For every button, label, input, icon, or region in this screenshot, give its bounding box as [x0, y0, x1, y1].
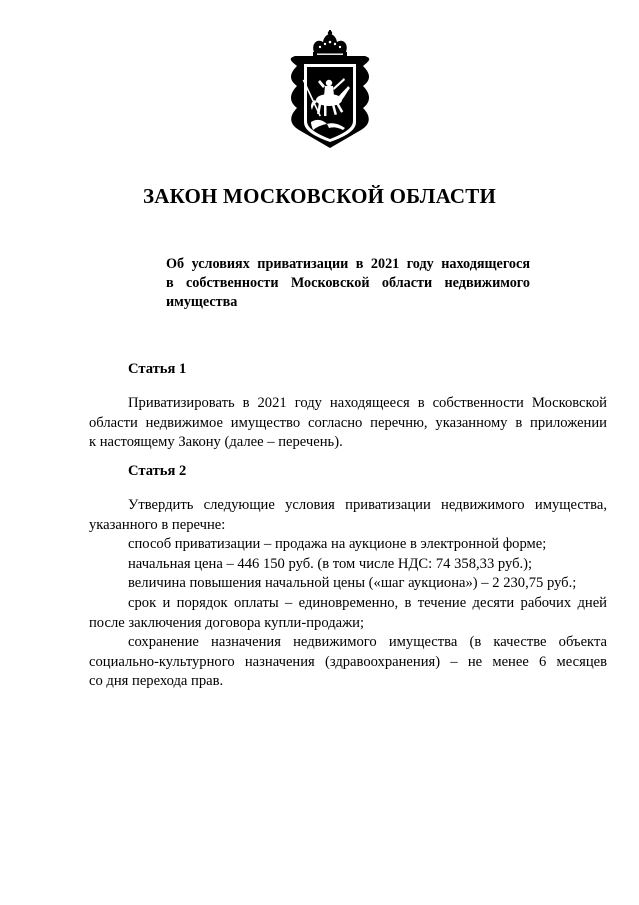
- moscow-oblast-coat-of-arms-icon: [287, 30, 373, 152]
- article-line: срок и порядок оплаты – единовременно, в течение десяти рабочих дней: [128, 594, 607, 611]
- article-2-heading: Статья 2: [128, 463, 187, 479]
- subject-line: в собственности Московской области недвижимого: [166, 275, 530, 291]
- article-line: к настоящему Закону (далее – перечень).: [89, 434, 343, 451]
- article-line: сохранение назначения недвижимого имущества (в качестве объекта: [128, 634, 607, 651]
- article-line: величина повышения начальной цены («шаг аукциона») – 2 230,75 руб.;: [128, 575, 577, 592]
- article-1-heading: Статья 1: [128, 361, 187, 377]
- document-title: ЗАКОН МОСКОВСКОЙ ОБЛАСТИ: [142, 184, 497, 208]
- article-2-body: [89, 496, 607, 692]
- article-line: со дня перехода прав.: [89, 673, 224, 690]
- article-line: указанного в перечне:: [89, 516, 226, 533]
- article-line: Приватизировать в 2021 году находящееся в собственности Московской: [128, 395, 607, 411]
- article-line: способ приватизации – продажа на аукционе в электронной форме;: [128, 536, 547, 553]
- article-line: начальная цена – 446 150 руб. (в том числе НДС: 74 358,33 руб.);: [128, 555, 533, 572]
- article-1-body: [89, 394, 607, 453]
- article-line: Утвердить следующие условия приватизации недвижимого имущества,: [128, 497, 607, 513]
- article-line: области недвижимое имущество согласно перечню, указанному в приложении: [89, 414, 607, 431]
- article-line: социально-культурного назначения (здравоохранения) – не менее 6 месяцев: [89, 653, 607, 670]
- subject-line: имущества: [166, 294, 238, 310]
- subject-line: Об условиях приватизации в 2021 году находящегося: [166, 256, 530, 272]
- law-subject: [166, 255, 530, 312]
- article-line: после заключения договора купли-продажи;: [89, 614, 365, 631]
